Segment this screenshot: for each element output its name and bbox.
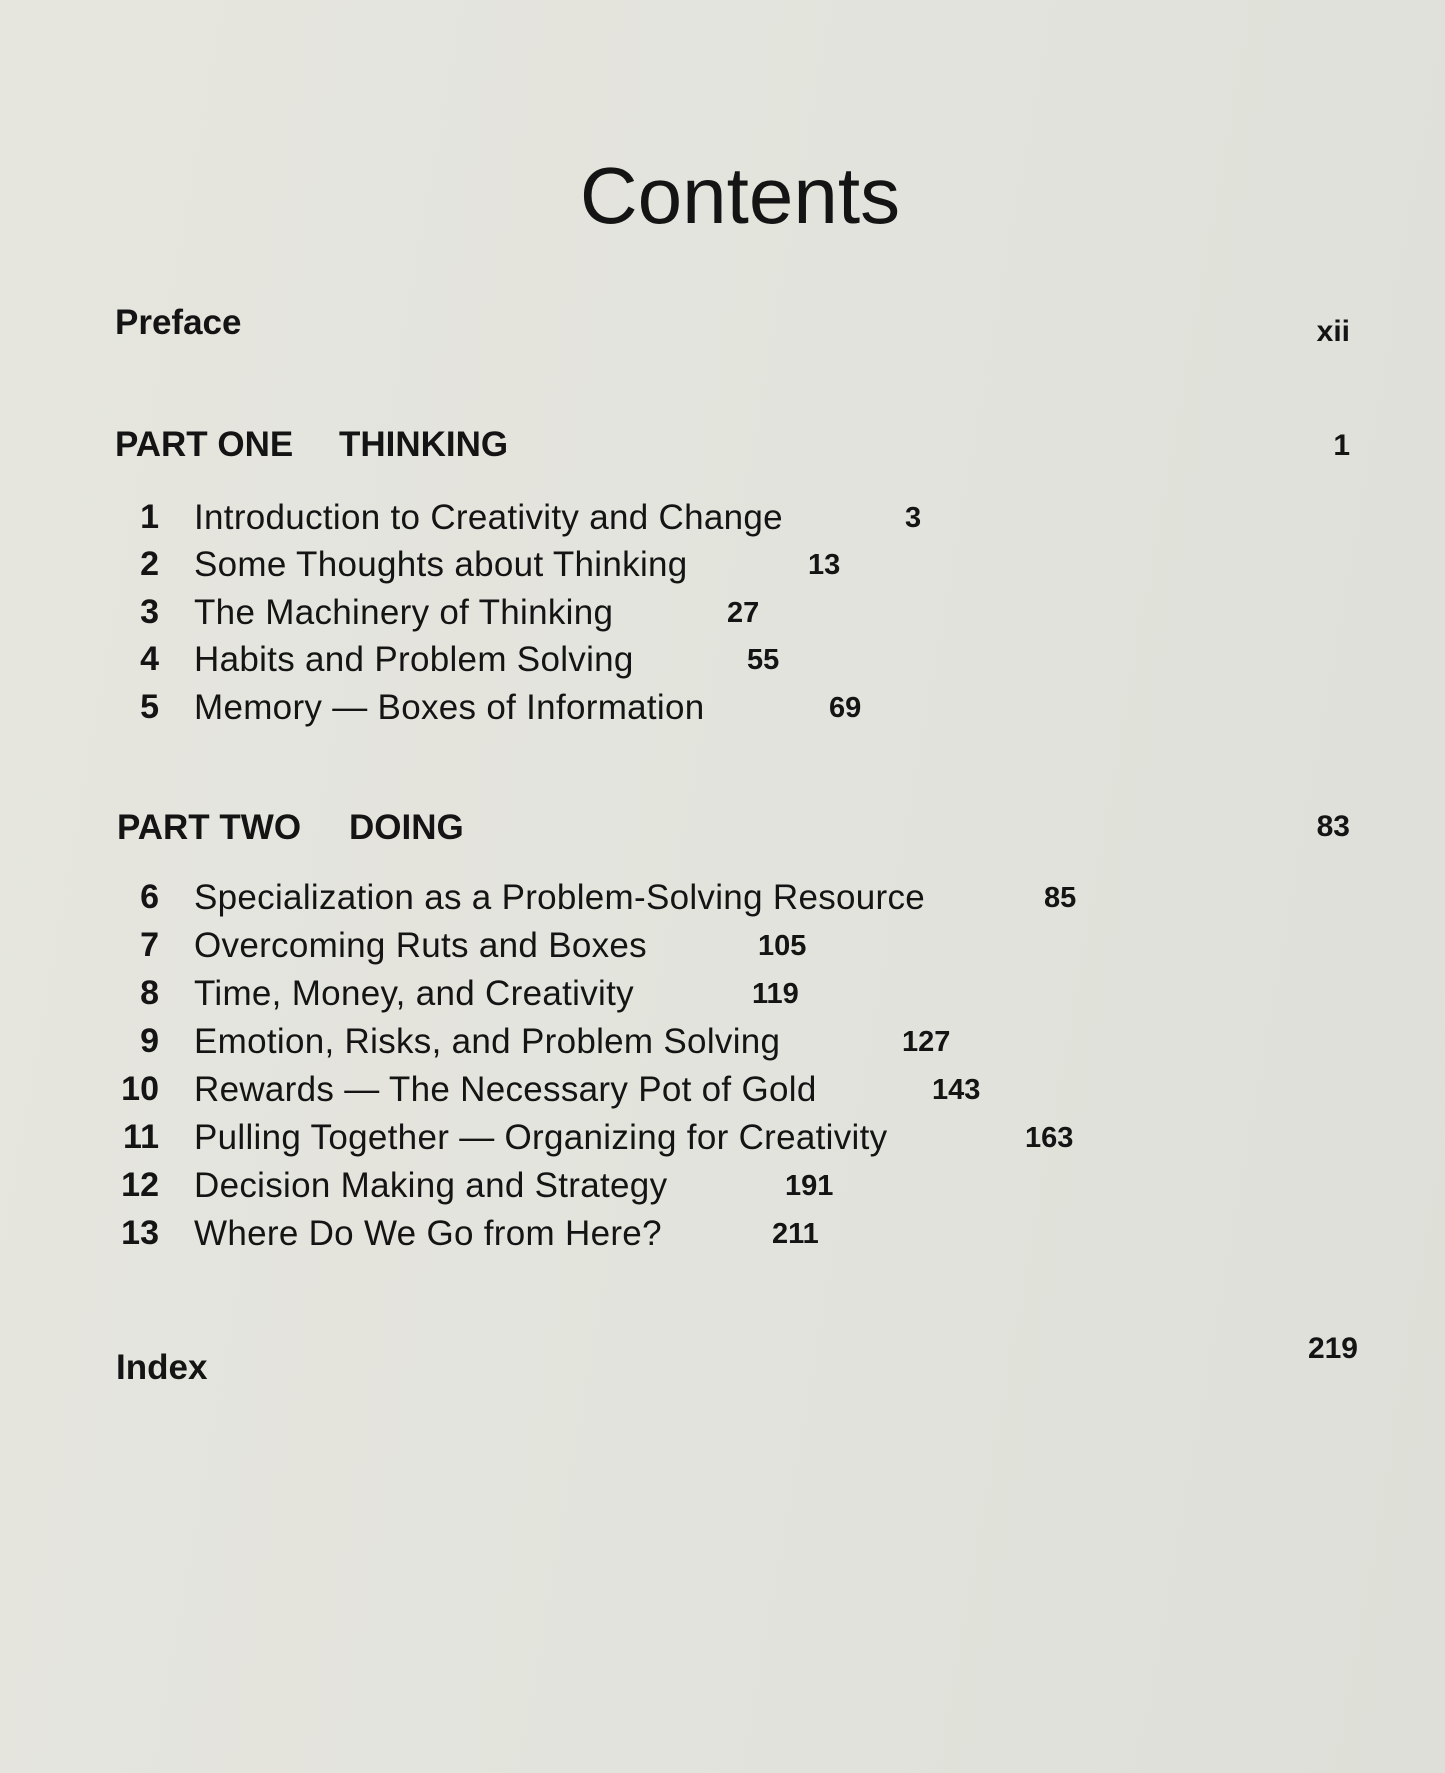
chapter-number: 12 [121, 1166, 159, 1204]
chapter-page: 143 [932, 1074, 981, 1106]
part-one-label: PART ONE [115, 425, 294, 464]
chapter-page: 105 [758, 930, 807, 962]
chapter-page: 85 [1044, 882, 1077, 914]
chapter-page: 211 [772, 1218, 819, 1250]
chapter-page: 69 [829, 692, 862, 724]
chapter-title: The Machinery of Thinking [194, 593, 614, 632]
part-two-page: 83 [1316, 810, 1350, 843]
index-label: Index [116, 1348, 208, 1387]
chapter-page: 127 [902, 1026, 951, 1058]
chapter-number: 9 [140, 1022, 159, 1060]
part-one-title: THINKING [339, 425, 509, 464]
preface-label: Preface [115, 303, 242, 342]
chapter-number: 5 [140, 688, 159, 726]
chapter-number: 11 [123, 1118, 159, 1156]
preface-page: xii [1316, 315, 1350, 348]
chapter-title: Habits and Problem Solving [194, 640, 634, 679]
chapter-number: 10 [121, 1070, 159, 1108]
chapter-number: 3 [140, 593, 159, 631]
chapter-page: 119 [752, 978, 799, 1010]
chapter-title: Rewards — The Necessary Pot of Gold [194, 1070, 817, 1109]
chapter-number: 8 [140, 974, 159, 1012]
chapter-number: 6 [140, 878, 159, 916]
chapter-page: 163 [1025, 1122, 1074, 1154]
chapter-page: 3 [905, 502, 922, 534]
chapter-number: 7 [140, 926, 159, 964]
part-one-page: 1 [1333, 429, 1350, 462]
index-page: 219 [1307, 1332, 1358, 1365]
chapter-title: Memory — Boxes of Information [194, 688, 705, 727]
chapter-title: Introduction to Creativity and Change [194, 498, 783, 537]
chapter-page: 191 [785, 1170, 834, 1202]
chapter-number: 13 [121, 1214, 159, 1252]
chapter-title: Some Thoughts about Thinking [194, 545, 688, 584]
chapter-page: 55 [747, 644, 780, 676]
chapter-number: 2 [140, 545, 159, 583]
part-two-label: PART TWO [117, 808, 302, 847]
chapter-number: 1 [140, 498, 159, 536]
chapter-title: Overcoming Ruts and Boxes [194, 926, 647, 965]
chapter-page: 13 [808, 549, 841, 581]
chapter-number: 4 [140, 640, 159, 678]
chapter-title: Emotion, Risks, and Problem Solving [194, 1022, 781, 1061]
chapter-title: Specialization as a Problem-Solving Resource [194, 878, 926, 917]
chapter-title: Where Do We Go from Here? [194, 1214, 662, 1253]
chapter-title: Time, Money, and Creativity [194, 974, 634, 1013]
part-two-title: DOING [349, 808, 464, 847]
chapter-title: Decision Making and Strategy [194, 1166, 668, 1205]
chapter-page: 27 [727, 597, 760, 629]
page-title: Contents [579, 151, 901, 240]
chapter-title: Pulling Together — Organizing for Creativity [194, 1118, 888, 1157]
